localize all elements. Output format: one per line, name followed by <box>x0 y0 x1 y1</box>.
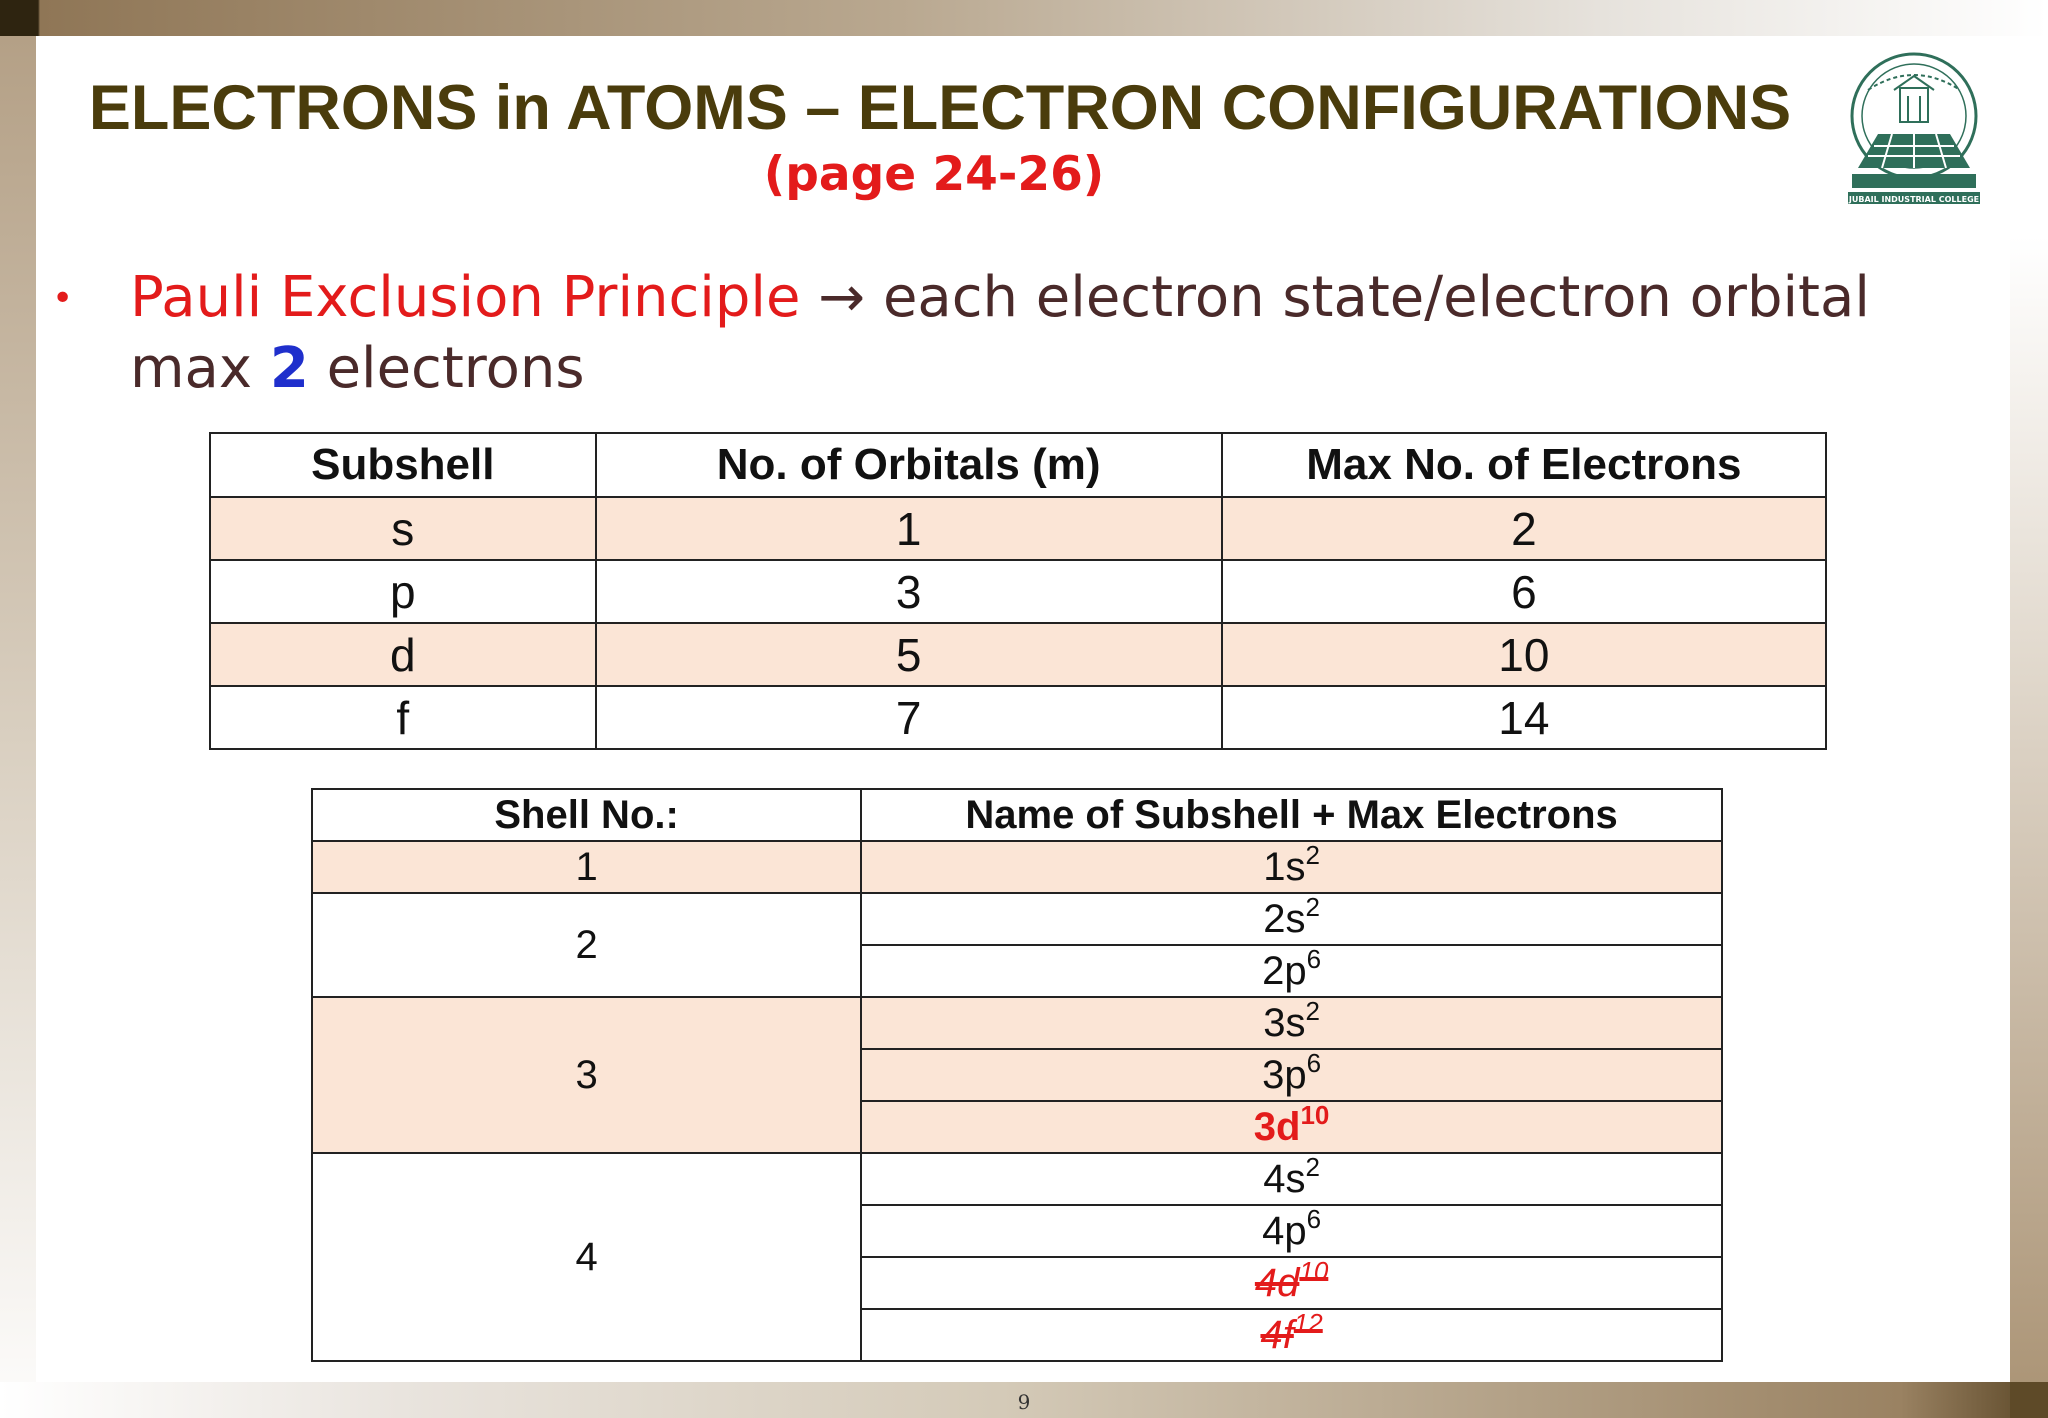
arrow-icon: → <box>818 265 866 330</box>
bullet-rest-1: each electron state/electron orbital max <box>130 265 1870 401</box>
orbitals-table <box>209 432 1827 750</box>
orbitals-cell: 3 <box>596 560 1222 623</box>
table-row <box>210 686 1826 749</box>
max-cell: 10 <box>1222 623 1826 686</box>
shell-no-cell: 1 <box>312 841 861 893</box>
subshell-cell: d <box>210 623 596 686</box>
subshell-cell-highlight: $3d^{10}$ <box>861 1101 1722 1153</box>
subshell-cell: s <box>210 497 596 560</box>
subshell-cell: $3s^2$ <box>861 997 1722 1049</box>
subshell-cell: p <box>210 560 596 623</box>
table-row <box>312 893 1722 945</box>
subshell-cell: f <box>210 686 596 749</box>
bullet-rest-2: electrons <box>308 336 585 401</box>
table-header-row <box>312 789 1722 841</box>
top-frame-bar <box>0 0 2048 36</box>
header-max-electrons: Max No. of Electrons <box>1222 433 1826 497</box>
table-row <box>210 623 1826 686</box>
subshell-cell: $1s^2$ <box>861 841 1722 893</box>
orbitals-cell: 7 <box>596 686 1222 749</box>
subshell-cell: $2p^6$ <box>861 945 1722 997</box>
shell-table <box>311 788 1723 1362</box>
header-subshell-name: Name of Subshell + Max Electrons <box>861 789 1722 841</box>
shell-no-cell: 2 <box>312 893 861 997</box>
max-cell: 2 <box>1222 497 1826 560</box>
shell-no-cell: 3 <box>312 997 861 1153</box>
right-frame-bar <box>2010 36 2048 1418</box>
logo-text: JUBAIL INDUSTRIAL COLLEGE <box>1848 195 1980 204</box>
header-shell-no: Shell No.: <box>312 789 861 841</box>
table-header-row <box>210 433 1826 497</box>
orbitals-cell: 5 <box>596 623 1222 686</box>
orbitals-cell: 1 <box>596 497 1222 560</box>
table-row <box>312 997 1722 1049</box>
header-subshell: Subshell <box>210 433 596 497</box>
shell-no-cell: 4 <box>312 1153 861 1361</box>
subshell-cell-struck: $4d^{10}$ <box>861 1257 1722 1309</box>
table-row <box>210 560 1826 623</box>
college-logo <box>1838 50 1990 206</box>
table-row <box>312 841 1722 893</box>
bullet-icon: • <box>52 278 74 319</box>
college-logo-icon <box>1838 50 1990 206</box>
bullet-point <box>130 262 1990 404</box>
max-cell: 6 <box>1222 560 1826 623</box>
corner-block <box>2010 1382 2048 1418</box>
bullet-term: Pauli Exclusion Principle <box>130 265 801 330</box>
subshell-cell: $4p^6$ <box>861 1205 1722 1257</box>
slide-title: ELECTRONS in ATOMS – ELECTRON CONFIGURATIONS <box>88 73 1792 143</box>
table-row <box>312 1153 1722 1205</box>
subshell-cell-struck: $4f^{12}$ <box>861 1309 1722 1361</box>
subshell-cell: $2s^2$ <box>861 893 1722 945</box>
subshell-cell: $3p^6$ <box>861 1049 1722 1101</box>
page-number: 9 <box>1017 1390 1031 1414</box>
slide-subtitle: (page 24-26) <box>763 147 1105 202</box>
header-orbitals: No. of Orbitals (m) <box>596 433 1222 497</box>
subshell-cell: $4s^2$ <box>861 1153 1722 1205</box>
bullet-number: 2 <box>269 336 309 401</box>
table-row <box>210 497 1826 560</box>
left-frame-bar <box>0 36 36 1418</box>
max-cell: 14 <box>1222 686 1826 749</box>
